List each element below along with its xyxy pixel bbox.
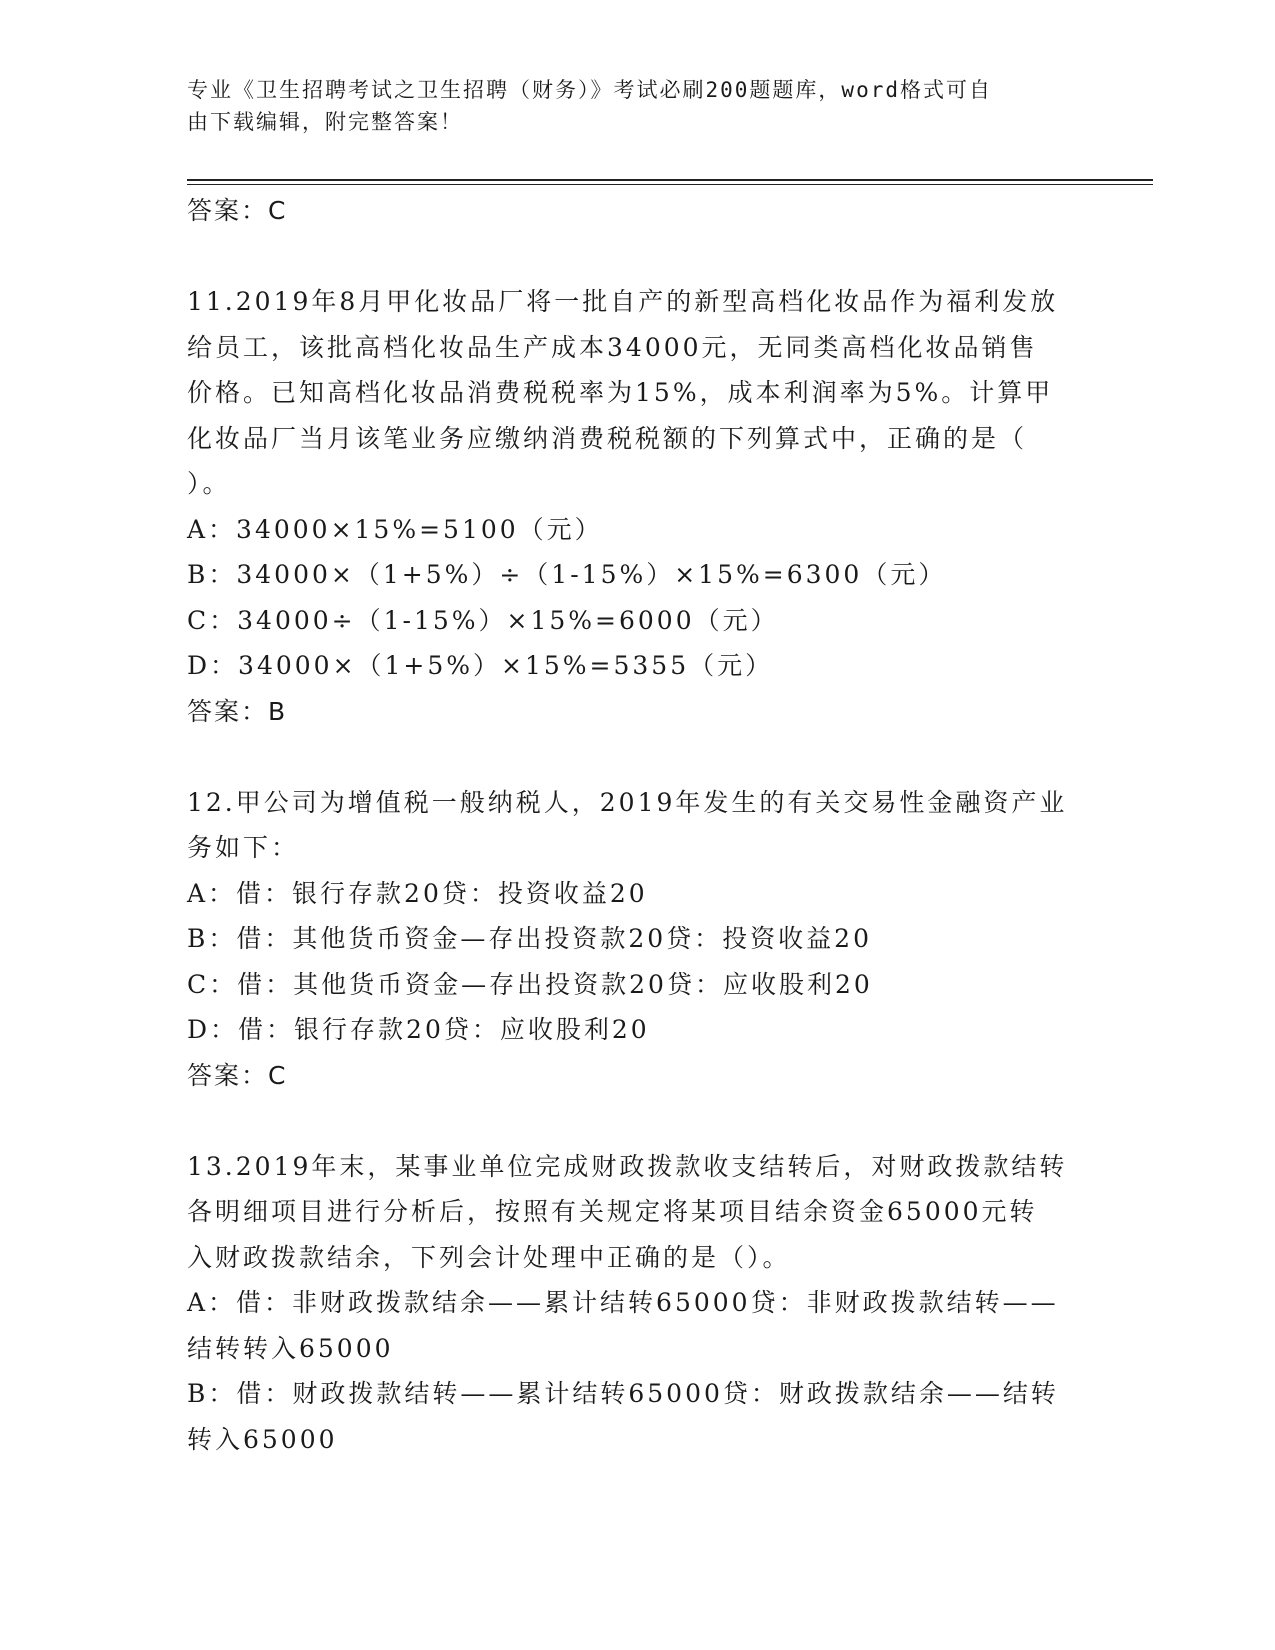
answer-line: 答案：B — [187, 696, 288, 726]
spacer — [187, 1098, 1087, 1144]
option-c: C：34000÷（1-15%）×15%=6000（元） — [187, 605, 779, 635]
option-a: A：借：银行存款20贷：投资收益20 — [187, 878, 648, 908]
option-b: B：借：财政拨款结转——累计结转65000贷：财政拨款结余——结转 — [187, 1379, 1059, 1408]
question-stem-line: 务如下： — [187, 833, 300, 862]
spacer — [187, 234, 1087, 280]
question-stem-line: 11.2019年8月甲化妆品厂将一批自产的新型高档化妆品作为福利发放 — [187, 287, 1059, 316]
question-11 — [187, 279, 1087, 734]
question-stem-line: 价格。已知高档化妆品消费税税率为15%，成本利润率为5%。计算甲 — [187, 378, 1054, 407]
question-stem-line: 给员工，该批高档化妆品生产成本34000元，无同类高档化妆品销售 — [187, 332, 1038, 362]
option-d: D：34000×（1+5%）×15%=5355（元） — [187, 651, 774, 680]
option-b: B：34000×（1+5%）÷（1-15%）×15%=6300（元） — [187, 560, 947, 589]
question-stem-line: 化妆品厂当月该笔业务应缴纳消费税税额的下列算式中，正确的是（ — [187, 423, 1028, 453]
option-d: D：借：银行存款20贷：应收股利20 — [187, 1015, 650, 1044]
option-c: C：借：其他货币资金—存出投资款20贷：应收股利20 — [187, 969, 873, 999]
previous-answer: 答案：C — [187, 196, 288, 225]
question-list — [187, 188, 1087, 1462]
option-a: A：34000×15%=5100（元） — [187, 514, 603, 544]
header-line-1: 专业《卫生招聘考试之卫生招聘（财务）》考试必刷200题题库，word格式可自 — [187, 78, 992, 102]
option-b: B：借：其他货币资金—存出投资款20贷：投资收益20 — [187, 924, 872, 953]
header-rule-thick — [187, 179, 1153, 181]
option-b-continued: 转入65000 — [187, 1424, 338, 1454]
option-a: A：借：非财政拨款结余——累计结转65000贷：非财政拨款结转—— — [187, 1288, 1059, 1317]
question-13 — [187, 1144, 1087, 1463]
header-rule-thin — [187, 184, 1153, 185]
answer-line: 答案：C — [187, 1060, 288, 1090]
question-stem-line: 13.2019年末，某事业单位完成财政拨款收支结转后，对财政拨款结转 — [187, 1151, 1068, 1181]
question-stem-line: 各明细项目进行分析后，按照有关规定将某项目结余资金65000元转 — [187, 1197, 1038, 1226]
question-12 — [187, 780, 1087, 1099]
question-stem-line: 12.甲公司为增值税一般纳税人，2019年发生的有关交易性金融资产业 — [187, 787, 1068, 817]
option-a-continued: 结转转入65000 — [187, 1333, 394, 1363]
header-line-2: 由下载编辑，附完整答案！ — [187, 110, 463, 134]
question-stem-line: ）。 — [187, 469, 231, 498]
document-header — [187, 74, 1067, 138]
spacer — [187, 734, 1087, 780]
question-stem-line: 入财政拨款结余，下列会计处理中正确的是（）。 — [187, 1242, 791, 1272]
